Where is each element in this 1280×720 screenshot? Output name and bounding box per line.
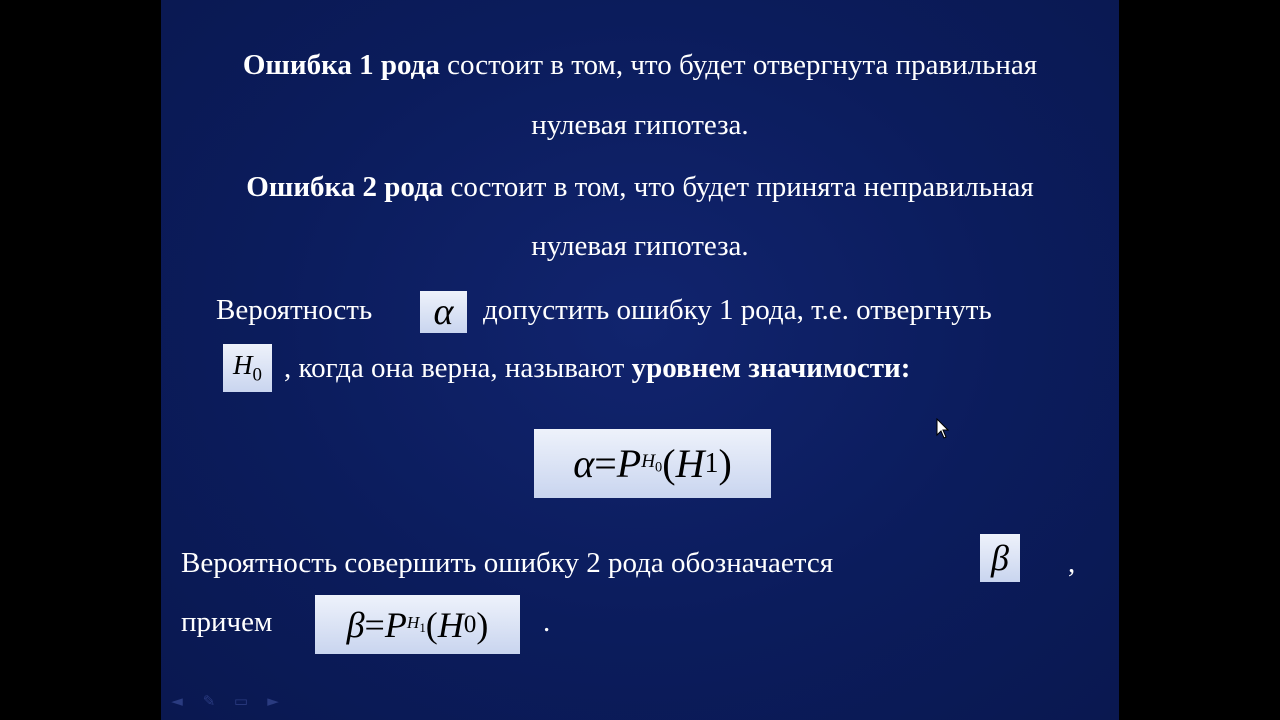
error-type1-line1: [161, 48, 1119, 82]
error-type2-line1: [161, 170, 1119, 204]
beta-comma: ,: [1068, 547, 1076, 579]
pen-icon[interactable]: ✎: [202, 692, 216, 710]
error-type1-line2: нулевая гипотеза.: [531, 109, 749, 141]
formula-beta: β = P $H_1$ ( H 0 ): [315, 595, 520, 654]
h0-symbol-box: [223, 344, 272, 392]
final-period: .: [543, 606, 551, 638]
back-arrow-icon[interactable]: ◄: [171, 692, 183, 710]
error-type2-line2: нулевая гипотеза.: [531, 230, 749, 262]
alpha-symbol: α: [433, 291, 454, 333]
h0-symbol: $H_0$: [233, 349, 262, 386]
forward-arrow-icon[interactable]: ►: [267, 692, 279, 710]
error-type2-definition: состоит в том, что будет принята неправильная: [443, 171, 1034, 203]
significance-level-term: уровнем значимости:: [631, 352, 911, 384]
significance-level-line: [284, 351, 910, 385]
alpha-sentence-rest: допустить ошибку 1 рода, т.е. отвергнуть: [483, 294, 992, 326]
alpha-symbol-box: [420, 291, 467, 333]
beta-symbol-box: [980, 534, 1020, 582]
slideshow-nav: [167, 692, 283, 710]
beta-symbol: β: [991, 538, 1009, 578]
moreover-label: причем: [181, 606, 273, 638]
alpha-sentence-start: Вероятность: [216, 294, 373, 326]
beta-sentence: Вероятность совершить ошибку 2 рода обозначается: [181, 547, 834, 579]
error-type1-definition: состоит в том, что будет отвергнута правильная: [439, 49, 1038, 81]
menu-icon[interactable]: ▭: [233, 692, 249, 710]
error-type2-term: Ошибка 2 рода: [246, 171, 444, 203]
formula-alpha: α = P $H_0$ ( H 1 ): [534, 429, 771, 498]
significance-level-text: , когда она верна, называют: [284, 352, 632, 384]
error-type1-term: Ошибка 1 рода: [242, 49, 440, 81]
slide: [161, 0, 1119, 720]
